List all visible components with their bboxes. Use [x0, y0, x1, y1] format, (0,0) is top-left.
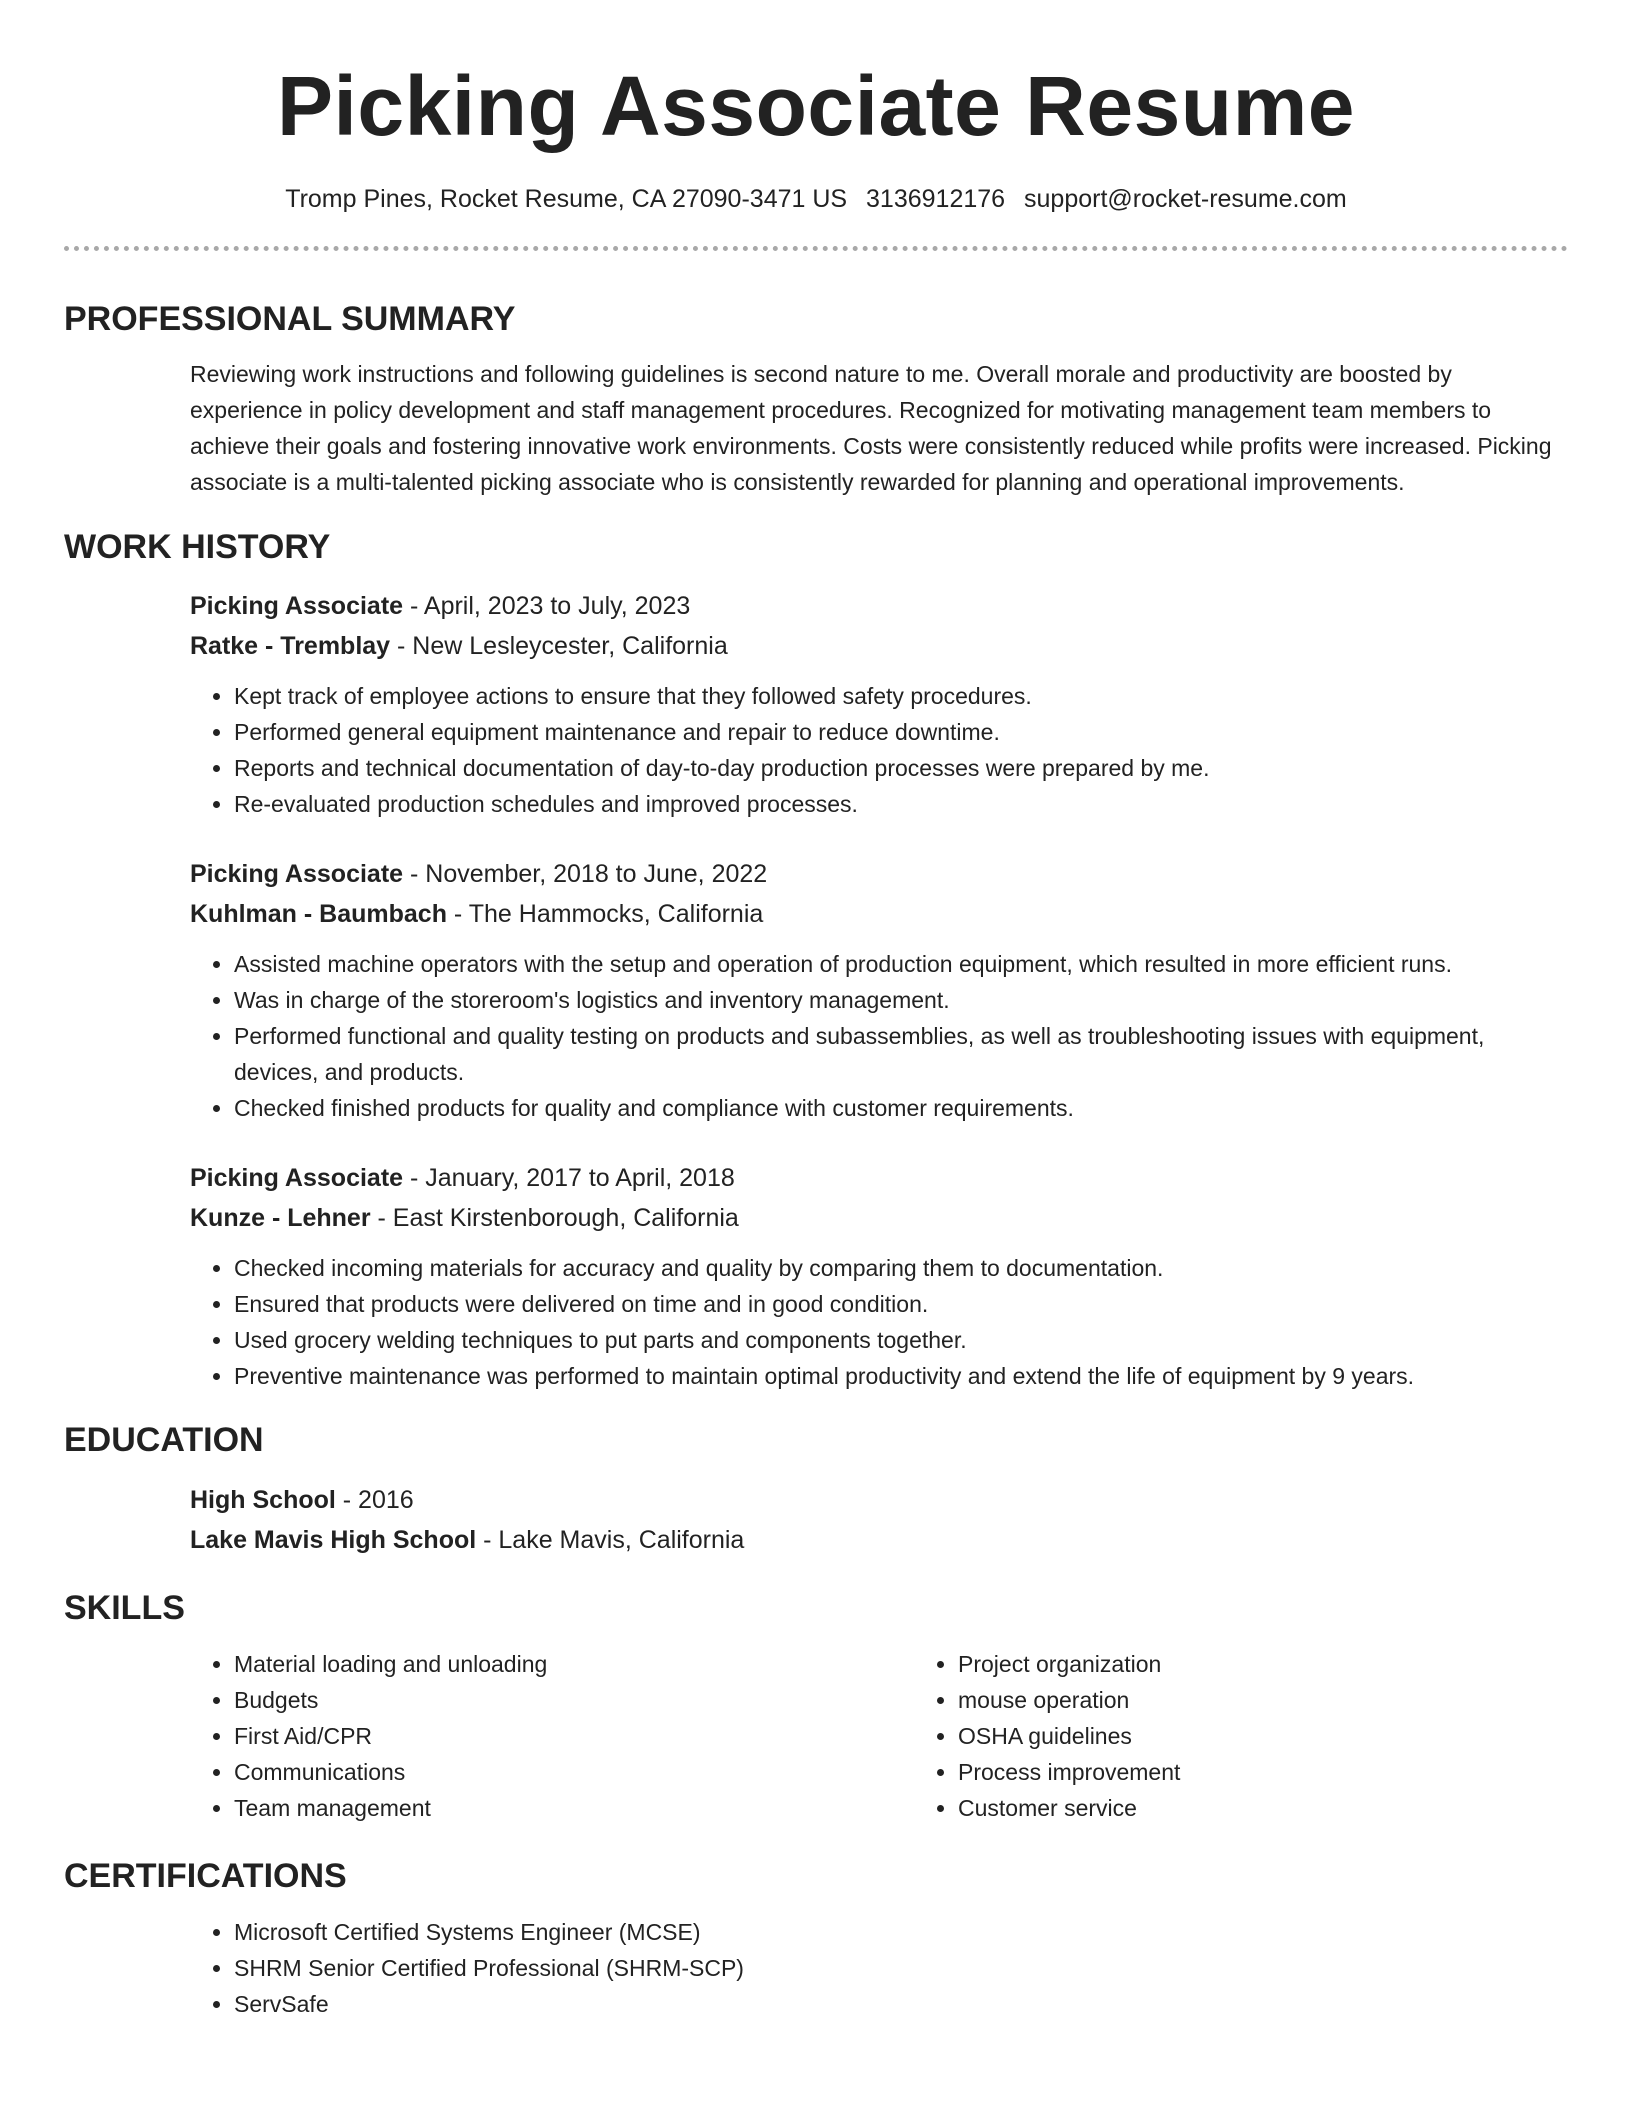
job-company-line — [190, 894, 1568, 934]
work-history-heading: WORK HISTORY — [64, 528, 331, 566]
list-item: • Reports and technical documentation of day-to-day production processes were prepared by me. — [234, 750, 1568, 786]
list-item: • Used grocery welding techniques to put parts and components together. — [234, 1322, 1568, 1358]
list-item: • Re-evaluated production schedules and improved processes. — [234, 786, 1568, 822]
education-entry — [64, 1480, 1568, 1560]
education-degree-line — [190, 1480, 1568, 1520]
certifications-heading: CERTIFICATIONS — [64, 1857, 347, 1895]
job-entry — [64, 586, 1568, 822]
header-divider — [64, 246, 1568, 251]
job-role: Picking Associate — [190, 860, 404, 888]
list-item: • Team management — [234, 1790, 914, 1826]
skills-column-left — [190, 1646, 914, 1826]
job-bullets — [190, 946, 1568, 1126]
summary-section — [64, 356, 1568, 500]
job-role: Picking Associate — [190, 1164, 404, 1192]
list-item: • Assisted machine operators with the setup and operation of production equipment, which resulted in more efficient runs. — [234, 946, 1568, 982]
list-item: • mouse operation — [958, 1682, 1632, 1718]
list-item: • Checked incoming materials for accuracy and quality by comparing them to documentation. — [234, 1250, 1568, 1286]
list-item: • SHRM Senior Certified Professional (SHRM-SCP) — [234, 1950, 1568, 1986]
resume-title: Picking Associate Resume — [277, 59, 1355, 153]
contact-phone: 3136912176 — [866, 185, 1006, 213]
education-heading: EDUCATION — [64, 1421, 264, 1459]
skills-grid — [64, 1646, 1568, 1826]
list-item: • Performed general equipment maintenance and repair to reduce downtime. — [234, 714, 1568, 750]
job-entry — [64, 1158, 1568, 1394]
list-item: • Material loading and unloading — [234, 1646, 914, 1682]
job-title-line — [190, 854, 1568, 894]
job-dates: - November, 2018 to June, 2022 — [403, 860, 768, 888]
job-company: Ratke - Tremblay — [190, 632, 391, 660]
education-location: - Lake Mavis, California — [476, 1526, 745, 1554]
job-dates: - January, 2017 to April, 2018 — [403, 1164, 735, 1192]
job-company: Kunze - Lehner — [190, 1204, 371, 1232]
job-company: Kuhlman - Baumbach — [190, 900, 447, 928]
job-location: - The Hammocks, California — [446, 900, 764, 928]
job-company-line — [190, 626, 1568, 666]
job-location: - New Lesleycester, California — [390, 632, 728, 660]
list-item: • Process improvement — [958, 1754, 1632, 1790]
certifications-list — [190, 1914, 1568, 2022]
list-item: • Performed functional and quality testing on products and subassemblies, as well as troubleshooting issues with equipment, devices, and products. — [234, 1018, 1568, 1090]
job-title-line — [190, 586, 1568, 626]
list-item: • Communications — [234, 1754, 914, 1790]
contact-address: Tromp Pines, Rocket Resume, CA 27090-3471 US — [285, 185, 848, 213]
summary-text: Reviewing work instructions and following guidelines is second nature to me. Overall morale and productivity are boosted by experience in policy development and staff management procedures. Recognized for motivating management team members to achieve their goals and fostering innovative work environments. Costs were consistently reduced while profits were increased. Picking associate is a multi-talented picking associate who is consistently rewarded for planning and operational improvements. — [190, 361, 1552, 495]
contact-line — [64, 182, 1568, 216]
job-company-line — [190, 1198, 1568, 1238]
certifications-section — [64, 1914, 1568, 2022]
job-entry — [64, 854, 1568, 1126]
education-year: - 2016 — [335, 1486, 414, 1514]
skills-column-right — [914, 1646, 1632, 1826]
education-school-line — [190, 1520, 1568, 1560]
summary-heading: PROFESSIONAL SUMMARY — [64, 300, 516, 338]
list-item: • Microsoft Certified Systems Engineer (MCSE) — [234, 1914, 1568, 1950]
contact-email: support@rocket-resume.com — [1024, 185, 1347, 213]
list-item: • Ensured that products were delivered on time and in good condition. — [234, 1286, 1568, 1322]
job-bullets — [190, 1250, 1568, 1394]
list-item: • Project organization — [958, 1646, 1632, 1682]
job-title-line — [190, 1158, 1568, 1198]
education-school: Lake Mavis High School — [190, 1526, 477, 1554]
job-bullets — [190, 678, 1568, 822]
list-item: • First Aid/CPR — [234, 1718, 914, 1754]
list-item: • Preventive maintenance was performed to maintain optimal productivity and extend the life of equipment by 9 years. — [234, 1358, 1568, 1394]
skills-heading: SKILLS — [64, 1589, 185, 1627]
list-item: • Customer service — [958, 1790, 1632, 1826]
list-item: • Checked finished products for quality and compliance with customer requirements. — [234, 1090, 1568, 1126]
education-degree: High School — [190, 1486, 336, 1514]
list-item: • Budgets — [234, 1682, 914, 1718]
list-item: • Was in charge of the storeroom's logistics and inventory management. — [234, 982, 1568, 1018]
job-location: - East Kirstenborough, California — [370, 1204, 739, 1232]
job-role: Picking Associate — [190, 592, 404, 620]
list-item: • OSHA guidelines — [958, 1718, 1632, 1754]
list-item: • ServSafe — [234, 1986, 1568, 2022]
list-item: • Kept track of employee actions to ensure that they followed safety procedures. — [234, 678, 1568, 714]
job-dates: - April, 2023 to July, 2023 — [403, 592, 691, 620]
